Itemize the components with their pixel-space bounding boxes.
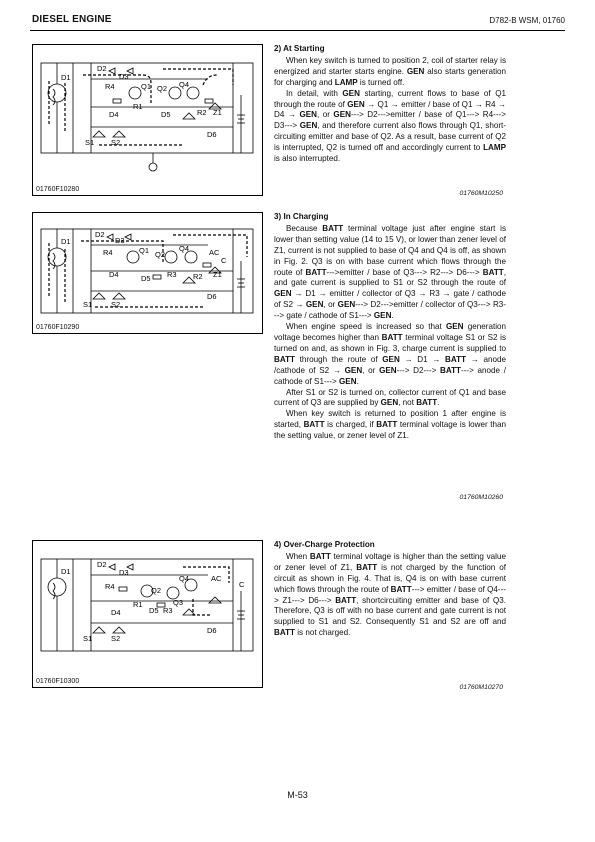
label-d3: D3 bbox=[119, 568, 129, 577]
label-s1: S1 bbox=[85, 138, 95, 147]
label-r2: R2 bbox=[193, 272, 203, 281]
label-ac: AC bbox=[211, 574, 222, 583]
label-d4: D4 bbox=[111, 608, 121, 617]
label-q1: Q1 bbox=[139, 246, 150, 255]
label-d5: D5 bbox=[161, 110, 171, 119]
label-q2: Q2 bbox=[151, 586, 162, 595]
label-d4: D4 bbox=[109, 270, 119, 279]
section-body bbox=[274, 552, 506, 639]
label-d5: D5 bbox=[141, 274, 151, 283]
section-body bbox=[274, 56, 506, 165]
reference-code: 01760M10250 bbox=[459, 190, 503, 197]
section-in-charging bbox=[274, 212, 506, 442]
section-paragraph: When BATT terminal voltage is higher than the setting value or zener level of Z1, BATT is not charged by the function of circuit as shown in Fig. 4. That is, Q4 is on with base current which flows through the route of BATT---> emitter / base of Q4---> Z1---> D6---> BATT, shortcircuiting emitter and base of Q3. Therefore, Q3 is off with no base current and gate current is not supplied to S1 and S2. Consequently S1 and S2 are off and BATT is not charged. bbox=[274, 551, 507, 638]
label-s2: S2 bbox=[111, 138, 121, 147]
label-q2: Q2 bbox=[157, 84, 168, 93]
section-title: 2) At Starting bbox=[274, 44, 325, 53]
term-bold: GEN bbox=[339, 376, 357, 386]
header-section-title: DIESEL ENGINE bbox=[32, 14, 112, 25]
label-q4: Q4 bbox=[179, 80, 190, 89]
label-q4: Q4 bbox=[179, 574, 190, 583]
label-r1: R1 bbox=[133, 102, 143, 111]
term-bold: BATT bbox=[274, 354, 295, 364]
term-bold: GEN bbox=[373, 311, 392, 321]
term-bold: BATT bbox=[381, 332, 403, 342]
term-bold: GEN bbox=[333, 110, 351, 120]
label-d4: D4 bbox=[109, 110, 119, 119]
term-bold: GEN bbox=[337, 300, 356, 310]
term-bold: BATT bbox=[356, 562, 378, 572]
term-bold: GEN bbox=[347, 99, 365, 109]
label-d2: D2 bbox=[95, 230, 105, 239]
term-bold: GEN bbox=[274, 289, 292, 299]
page-number: M-53 bbox=[287, 790, 308, 800]
label-r3: R3 bbox=[163, 606, 173, 615]
circuit-diagram-starting bbox=[33, 45, 262, 195]
term-bold: BATT bbox=[274, 628, 295, 638]
term-bold: BATT bbox=[390, 584, 412, 594]
term-bold: GEN bbox=[299, 110, 317, 120]
term-bold: BATT bbox=[445, 354, 467, 364]
term-bold: BATT bbox=[322, 223, 344, 233]
header-rule bbox=[30, 30, 565, 31]
label-d6: D6 bbox=[207, 292, 217, 301]
section-paragraph: When key switch is returned to position 1 after engine is started, BATT is charged, if BATT terminal voltage is lower than the setting value, or zener level of Z1. bbox=[274, 409, 506, 441]
term-bold: GEN bbox=[342, 88, 360, 98]
term-bold: BATT bbox=[416, 398, 438, 408]
term-bold: LAMP bbox=[483, 143, 506, 153]
header-manual-code: D782-B WSM, 01760 bbox=[489, 16, 565, 25]
figure-over-charge-protection bbox=[32, 540, 263, 688]
term-bold: GEN bbox=[445, 322, 464, 332]
section-at-starting bbox=[274, 44, 506, 165]
section-paragraph: In detail, with GEN starting, current flows to base of Q1 through the route of GEN → Q1 → emitter / base of Q1 → R4 → D4 → GEN, or GEN---> D2--->emitter / base of Q1---> R4---> D3---> GEN, and therefore current also flows through Q1, short-circuiting emitter and base of Q2. As a result, base current of Q2 is interrupted, Q2 is turned off and accordingly current to LAMP is also interrupted. bbox=[274, 88, 506, 164]
label-c: C bbox=[221, 256, 227, 265]
term-bold: BATT bbox=[482, 267, 504, 277]
section-paragraph: Because BATT terminal voltage just after engine start is lower than setting value (14 to 15 V), or lower than zener level of Z1, current is not supplied to base of Q4 and Q4 is off, as shown in Fig. 2. Q3 is on with base current which flows through the route of BATT--->emitter / base of Q3---> R2---> D6---> BATT, and gate current is supplied to S1 or S2 through the route of GEN → D1 → emitter / collector of Q3 → R3 → gate / cathode of S2 → GEN, or GEN---> D2--->emitter / collector of Q3---> R3---> gate / cathode of S1---> GEN. bbox=[274, 223, 507, 321]
term-bold: GEN bbox=[305, 300, 324, 310]
reference-code: 01760M10270 bbox=[459, 684, 503, 691]
term-bold: BATT bbox=[309, 551, 331, 561]
label-s2: S2 bbox=[111, 634, 121, 643]
figure-in-charging bbox=[32, 212, 263, 334]
label-r4: R4 bbox=[105, 582, 115, 591]
reference-code: 01760M10260 bbox=[459, 494, 503, 501]
term-bold: GEN bbox=[379, 365, 397, 375]
label-r4: R4 bbox=[105, 82, 115, 91]
section-title: 4) Over-Charge Protection bbox=[274, 540, 375, 549]
label-r2: R2 bbox=[197, 108, 207, 117]
label-q1: Q1 bbox=[141, 82, 152, 91]
label-q3: Q3 bbox=[173, 598, 184, 607]
figure-code: 01760F10290 bbox=[36, 324, 80, 331]
label-z1: Z1 bbox=[213, 108, 222, 117]
label-d1: D1 bbox=[61, 567, 71, 576]
label-z1: Z1 bbox=[213, 270, 222, 279]
term-bold: BATT bbox=[303, 420, 325, 430]
label-r1: R1 bbox=[133, 600, 143, 609]
label-d6: D6 bbox=[207, 626, 217, 635]
term-bold: BATT bbox=[305, 267, 327, 277]
label-d5: D5 bbox=[149, 606, 159, 615]
label-d3: D3 bbox=[115, 236, 125, 245]
label-s2: S2 bbox=[111, 300, 121, 309]
term-bold: GEN bbox=[382, 354, 400, 364]
term-bold: LAMP bbox=[334, 77, 358, 87]
label-q4: Q4 bbox=[179, 244, 190, 253]
figure-code: 01760F10300 bbox=[36, 678, 80, 685]
label-ac: AC bbox=[209, 248, 220, 257]
label-d1: D1 bbox=[61, 73, 71, 82]
label-r4: R4 bbox=[103, 248, 113, 257]
section-over-charge-protection bbox=[274, 540, 506, 639]
section-paragraph: After S1 or S2 is turned on, collector current of Q1 and base current of Q3 are supplied by GEN, not BATT. bbox=[274, 387, 506, 408]
label-d6: D6 bbox=[207, 130, 217, 139]
section-paragraph: When key switch is turned to position 2, coil of starter relay is energized and starter starts engine. GEN also starts generation for charging and LAMP is turned off. bbox=[274, 55, 507, 87]
label-d1: D1 bbox=[61, 237, 71, 246]
circuit-diagram-charging bbox=[33, 213, 262, 333]
term-bold: GEN bbox=[299, 121, 318, 131]
label-d2: D2 bbox=[97, 64, 107, 73]
label-d3: D3 bbox=[119, 72, 129, 81]
label-s1: S1 bbox=[83, 634, 93, 643]
circuit-diagram-over-charge bbox=[33, 541, 262, 687]
label-q2: Q2 bbox=[155, 250, 166, 259]
term-bold: BATT bbox=[335, 595, 357, 605]
figure-code: 01760F10280 bbox=[36, 186, 80, 193]
term-bold: BATT bbox=[440, 365, 461, 375]
section-paragraph: When engine speed is increased so that GEN generation voltage becomes higher than BATT terminal voltage S1 or S2 is turned on and, as shown in Fig. 3, charge current is supplied to BATT through the route of GEN → D1 → BATT → anode /cathode of S2 → GEN, or GEN---> D2---> BATT---> anode / cathode of S1---> GEN. bbox=[274, 322, 506, 386]
label-s1: S1 bbox=[83, 300, 93, 309]
label-d2: D2 bbox=[97, 560, 107, 569]
section-title: 3) In Charging bbox=[274, 212, 329, 221]
term-bold: GEN bbox=[344, 365, 363, 375]
figure-at-starting bbox=[32, 44, 263, 196]
term-bold: BATT bbox=[376, 420, 398, 430]
term-bold: GEN bbox=[380, 398, 399, 408]
label-r3: R3 bbox=[167, 270, 177, 279]
label-c: C bbox=[239, 580, 245, 589]
section-body bbox=[274, 224, 506, 442]
term-bold: GEN bbox=[406, 66, 425, 76]
